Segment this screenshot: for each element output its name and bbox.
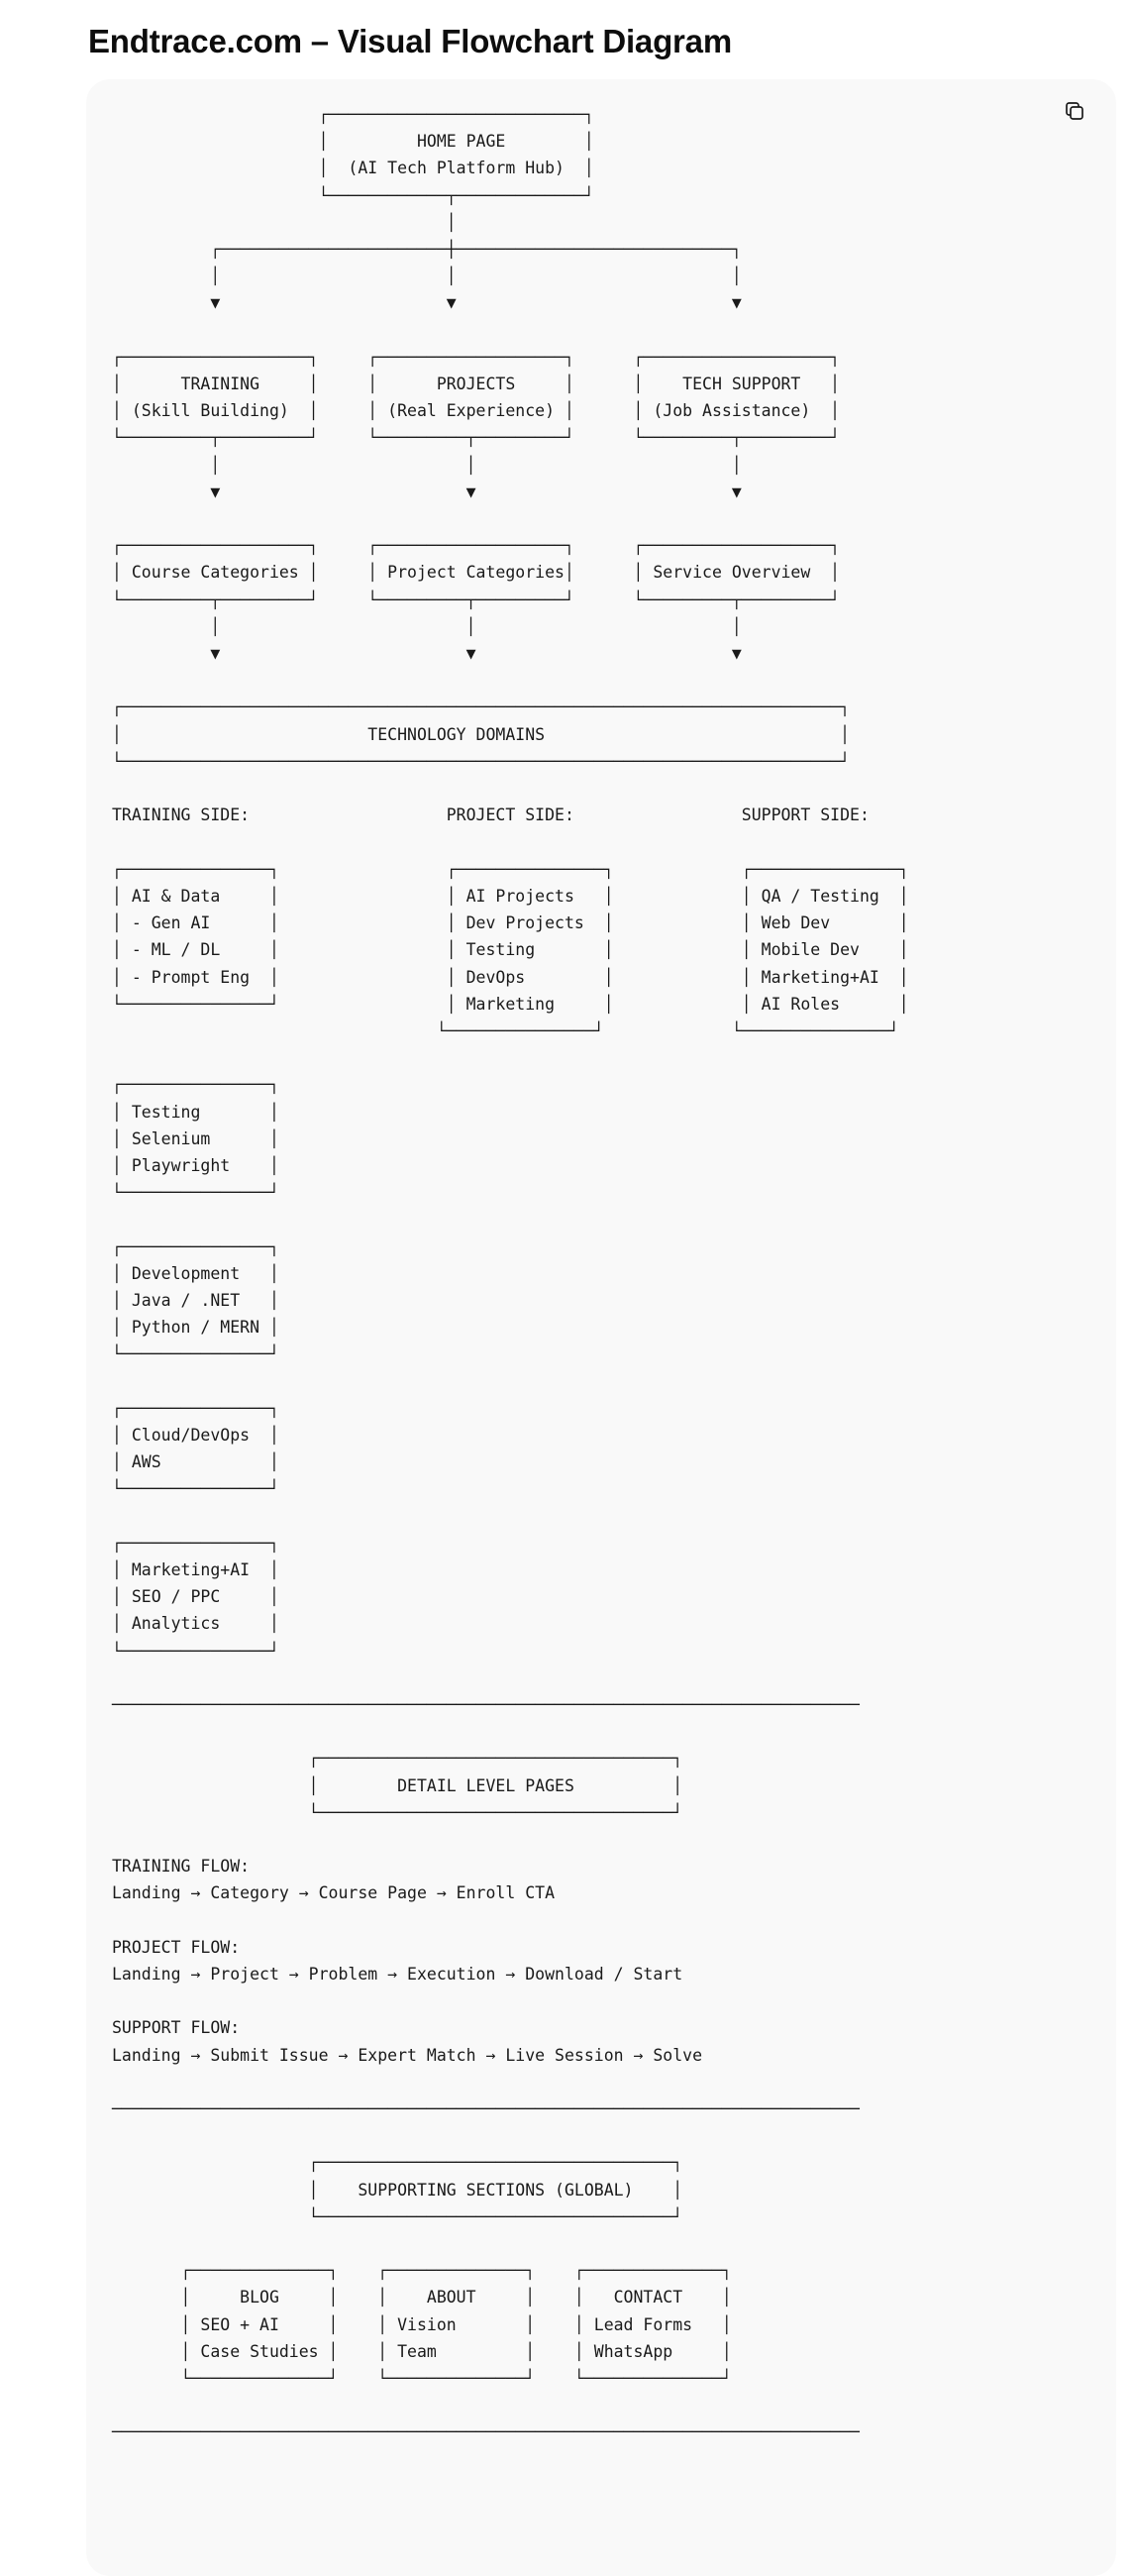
copy-icon (1063, 99, 1086, 128)
code-line: ▼ ▼ ▼ (112, 293, 742, 313)
code-line: TRAINING SIDE: PROJECT SIDE: SUPPORT SIDE: (112, 805, 870, 825)
code-line: ┌──────────────────────────┐ (112, 105, 594, 124)
code-line: │ AWS │ (112, 1452, 279, 1472)
code-line: │ - ML / DL │ │ Testing │ │ Mobile Dev │ (112, 940, 909, 960)
code-line: ┌───────────────┐ (112, 1533, 279, 1553)
code-line: │ │ │ (112, 267, 742, 286)
code-line: └────────────┬─────────────┘ (112, 185, 594, 205)
code-line: │ │ │ (112, 455, 742, 475)
code-line: ┌───────────────────┐ ┌───────────────────┐ ┌───────────────────┐ (112, 347, 841, 367)
code-line: │ TECHNOLOGY DOMAINS │ (112, 724, 851, 744)
code-line: │ Marketing+AI │ (112, 1559, 279, 1579)
page-title: Endtrace.com – Visual Flowchart Diagram (88, 23, 732, 59)
code-line: └───────────────┘ (112, 1344, 279, 1364)
code-line: └───────────────┘ (112, 1183, 279, 1203)
code-line: └─────────┬─────────┘ └─────────┬─────────┘ └─────────┬─────────┘ (112, 590, 841, 609)
code-line: │ HOME PAGE │ (112, 132, 594, 152)
code-line: ┌───────────────────────┼────────────────────────────┐ (112, 240, 742, 260)
code-line: │ BLOG │ │ ABOUT │ │ CONTACT │ (112, 2288, 732, 2308)
code-line: │ SEO / PPC │ (112, 1587, 279, 1607)
code-line: ┌───────────────┐ (112, 1075, 279, 1095)
code-line: │ Course Categories │ │ Project Categories│ │ Service Overview │ (112, 563, 841, 583)
code-line: Landing → Category → Course Page → Enroll CTA (112, 1883, 556, 1903)
code-line: │ TRAINING │ │ PROJECTS │ │ TECH SUPPORT │ (112, 375, 841, 394)
code-line: │ Testing │ (112, 1102, 279, 1122)
code-line: ┌───────────────┐ (112, 1398, 279, 1418)
code-line: ┌───────────────┐ ┌───────────────┐ ┌───────────────┐ (112, 859, 909, 879)
code-line: └────────────────────────────────────┘ (112, 1802, 683, 1822)
code-line: TRAINING FLOW: (112, 1857, 251, 1877)
code-line: │ DETAIL LEVEL PAGES │ (112, 1775, 683, 1795)
code-line: │ Java / .NET │ (112, 1290, 279, 1310)
code-line: ──────────────────────────────────────────────────────────────────────────── (112, 2422, 860, 2442)
code-line: │ SUPPORTING SECTIONS (GLOBAL) │ (112, 2180, 683, 2200)
code-line: └──────────────┘ └──────────────┘ └──────────────┘ (112, 2369, 732, 2389)
code-line: │ Playwright │ (112, 1155, 279, 1175)
code-line: └────────────────────────────────────┘ (112, 2206, 683, 2226)
code-line: ┌────────────────────────────────────┐ (112, 2153, 683, 2173)
code-line: │ Case Studies │ │ Team │ │ WhatsApp │ (112, 2341, 732, 2361)
code-line: │ Python / MERN │ (112, 1318, 279, 1338)
code-line: ┌─────────────────────────────────────────────────────────────────────────┐ (112, 698, 851, 717)
code-line: │ Analytics │ (112, 1614, 279, 1634)
code-line: │ - Gen AI │ │ Dev Projects │ │ Web Dev │ (112, 913, 909, 933)
code-line: │ (Skill Building) │ │ (Real Experience) │ │ (Job Assistance) │ (112, 401, 841, 421)
code-line: ──────────────────────────────────────────────────────────────────────────── (112, 1694, 860, 1714)
code-line: │ - Prompt Eng │ │ DevOps │ │ Marketing+AI │ (112, 967, 909, 987)
code-line: └───────────────┘ └───────────────┘ (112, 1020, 899, 1040)
code-line: │ (112, 212, 457, 232)
code-line: ┌────────────────────────────────────┐ (112, 1749, 683, 1769)
code-line: │ Development │ (112, 1263, 279, 1283)
code-line: └───────────────┘ │ Marketing │ │ AI Roles │ (112, 994, 909, 1014)
code-line: └─────────┬─────────┘ └─────────┬─────────┘ └─────────┬─────────┘ (112, 428, 841, 448)
code-line: SUPPORT FLOW: (112, 2018, 241, 2038)
code-line: └─────────────────────────────────────────────────────────────────────────┘ (112, 751, 851, 771)
code-block (86, 79, 1116, 2576)
code-line: ┌───────────────┐ (112, 1236, 279, 1256)
code-line: └───────────────┘ (112, 1641, 279, 1661)
copy-button[interactable] (1061, 99, 1088, 127)
code-line: │ AI & Data │ │ AI Projects │ │ QA / Testing │ (112, 886, 909, 906)
code-line: │ SEO + AI │ │ Vision │ │ Lead Forms │ (112, 2314, 732, 2334)
code-line: ┌──────────────┐ ┌──────────────┐ ┌──────────────┐ (112, 2261, 732, 2281)
code-line: ┌───────────────────┐ ┌───────────────────┐ ┌───────────────────┐ (112, 536, 841, 556)
code-line: PROJECT FLOW: (112, 1937, 241, 1957)
code-line: │ Cloud/DevOps │ (112, 1425, 279, 1445)
ascii-flowchart (112, 101, 909, 2446)
code-line: Landing → Submit Issue → Expert Match → Live Session → Solve (112, 2045, 703, 2065)
code-line: ▼ ▼ ▼ (112, 644, 742, 664)
code-line: ▼ ▼ ▼ (112, 482, 742, 501)
code-line: │ │ │ (112, 616, 742, 636)
code-line: └───────────────┘ (112, 1479, 279, 1499)
code-line: │ Selenium │ (112, 1128, 279, 1148)
code-line: │ (AI Tech Platform Hub) │ (112, 159, 594, 178)
code-line: ──────────────────────────────────────────────────────────────────────────── (112, 2099, 860, 2119)
code-line: Landing → Project → Problem → Execution → Download / Start (112, 1965, 683, 1985)
